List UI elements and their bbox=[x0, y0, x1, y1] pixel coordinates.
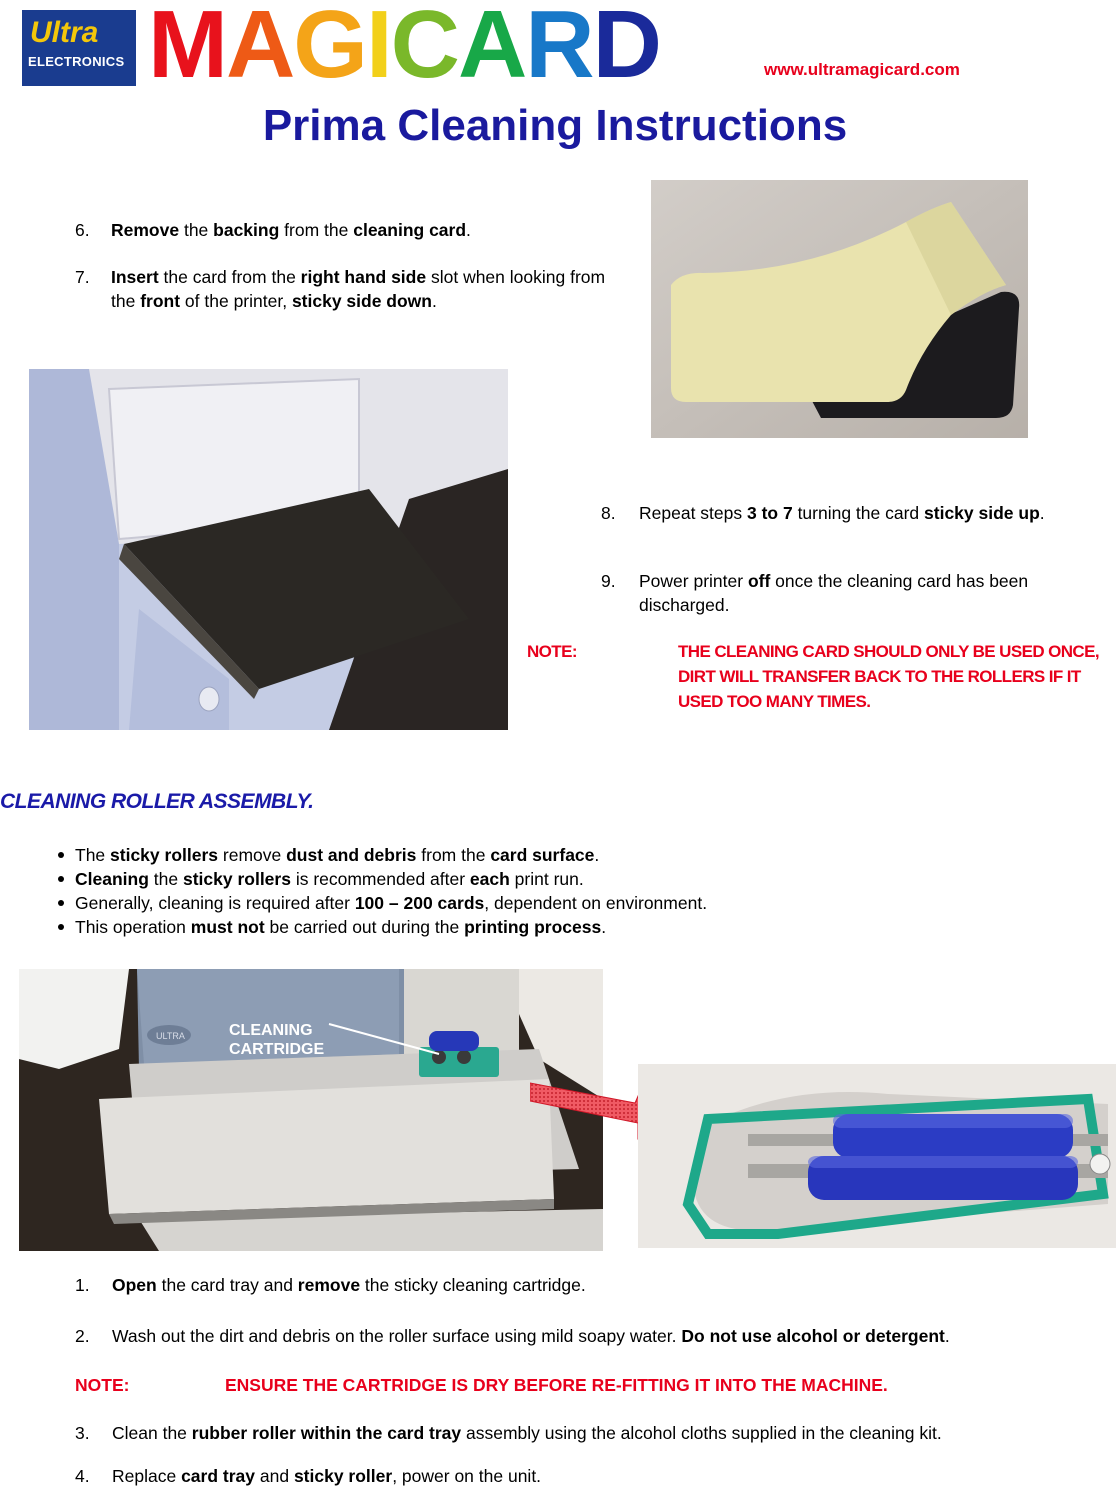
step-7 bbox=[75, 265, 630, 313]
bullet-icon bbox=[58, 876, 64, 882]
step-number: 1. bbox=[75, 1275, 90, 1295]
step-text bbox=[639, 569, 1111, 617]
text-run: . bbox=[1039, 503, 1045, 523]
text-run: the card tray and bbox=[156, 1275, 298, 1295]
bullet-icon bbox=[58, 852, 64, 858]
list-item bbox=[58, 867, 707, 891]
text-run: . bbox=[466, 220, 471, 240]
text-run: of the printer, bbox=[180, 291, 292, 311]
text-run: Clean the bbox=[112, 1423, 192, 1443]
text-run: print run. bbox=[509, 869, 584, 889]
ultra-logo-word: Ultra bbox=[30, 16, 99, 49]
bullet-list bbox=[58, 843, 707, 939]
electronics-logo-word: ELECTRONICS bbox=[28, 54, 125, 69]
ultra-electronics-logo bbox=[22, 10, 136, 86]
step-text bbox=[112, 1324, 1115, 1348]
list-item bbox=[58, 915, 707, 939]
bold-text-run: off bbox=[747, 571, 771, 591]
bold-text-run: card tray bbox=[181, 1466, 256, 1486]
cartridge-label-line2: CARTRIDGE bbox=[229, 1041, 325, 1058]
cleaning-cartridge-photo bbox=[638, 1064, 1116, 1248]
bold-text-run: sticky side up bbox=[924, 503, 1040, 523]
text-run: Generally, cleaning is required after bbox=[75, 893, 355, 913]
brand-letter: R bbox=[525, 0, 593, 98]
page-title: Prima Cleaning Instructions bbox=[262, 101, 848, 150]
bold-text-run: sticky roller bbox=[293, 1466, 393, 1486]
brand-letter: A bbox=[225, 0, 294, 98]
step-number: 7. bbox=[75, 267, 90, 287]
text-run: The bbox=[75, 845, 111, 865]
note-text: THE CLEANING CARD SHOULD ONLY BE USED ONCE, DIRT WILL TRANSFER BACK TO THE ROLLERS IF IT USED TOO MANY TIMES. bbox=[678, 642, 1099, 711]
bold-text-run: dust and debris bbox=[286, 845, 417, 865]
brand-letter: D bbox=[592, 0, 660, 98]
text-run: and bbox=[255, 1466, 294, 1486]
step-text bbox=[112, 1421, 1115, 1445]
bold-text-run: sticky rollers bbox=[182, 869, 291, 889]
bullet-icon bbox=[58, 900, 64, 906]
note-label: NOTE: bbox=[75, 1375, 130, 1395]
text-run: the card from the bbox=[158, 267, 301, 287]
note-text: ENSURE THE CARTRIDGE IS DRY BEFORE RE-FITTING IT INTO THE MACHINE. bbox=[225, 1375, 888, 1395]
step-number: 6. bbox=[75, 220, 90, 240]
text-run: Wash out the dirt and debris on the roller surface using mild soapy water. bbox=[112, 1326, 682, 1346]
bold-text-run: remove bbox=[297, 1275, 361, 1295]
text-run: is recommended after bbox=[290, 869, 470, 889]
step-3 bbox=[75, 1421, 1115, 1445]
text-run: Power printer bbox=[639, 571, 748, 591]
step-number: 8. bbox=[601, 503, 616, 523]
text-run: turning the card bbox=[792, 503, 925, 523]
text-run: Repeat steps bbox=[639, 503, 747, 523]
text-run: assembly using the alcohol cloths supplied in the cleaning kit. bbox=[461, 1423, 942, 1443]
bold-text-run: Cleaning bbox=[75, 869, 149, 889]
step-8 bbox=[601, 501, 1101, 525]
bold-text-run: cleaning card bbox=[353, 220, 467, 240]
printer-brand-label: ULTRA bbox=[156, 1031, 185, 1041]
text-run: from the bbox=[416, 845, 491, 865]
step-number: 2. bbox=[75, 1326, 90, 1346]
bold-text-run: each bbox=[469, 869, 510, 889]
bold-text-run: Remove bbox=[111, 220, 180, 240]
text-run: Replace bbox=[112, 1466, 182, 1486]
list-item bbox=[58, 891, 707, 915]
note-label: NOTE: bbox=[527, 642, 577, 661]
bold-text-run: backing bbox=[213, 220, 280, 240]
brand-letter: I bbox=[365, 0, 391, 98]
text-run: , power on the unit. bbox=[392, 1466, 542, 1486]
step-number: 9. bbox=[601, 571, 616, 591]
text-run: be carried out during the bbox=[264, 917, 465, 937]
bullet-icon bbox=[58, 924, 64, 930]
step-number: 3. bbox=[75, 1423, 90, 1443]
bold-text-run: must not bbox=[190, 917, 265, 937]
text-run: . bbox=[601, 917, 607, 937]
text-run: This operation bbox=[75, 917, 191, 937]
text-run: the sticky cleaning cartridge. bbox=[360, 1275, 586, 1295]
text-run: once the cleaning card has been discharged. bbox=[639, 571, 1029, 615]
bold-text-run: printing process bbox=[464, 917, 602, 937]
text-run: . bbox=[594, 845, 600, 865]
bold-text-run: right hand side bbox=[300, 267, 427, 287]
bold-text-run: Do not use alcohol or detergent bbox=[681, 1326, 945, 1346]
text-run: remove bbox=[218, 845, 287, 865]
brand-letter: M bbox=[148, 0, 226, 98]
step-2 bbox=[75, 1324, 1115, 1348]
card-tray-photo bbox=[19, 969, 603, 1251]
text-run: , dependent on environment. bbox=[484, 893, 708, 913]
bold-text-run: 3 to 7 bbox=[746, 503, 793, 523]
step-text bbox=[112, 1464, 1075, 1488]
step-text bbox=[112, 1273, 1075, 1297]
text-run: the bbox=[179, 220, 214, 240]
bold-text-run: rubber roller within the card tray bbox=[191, 1423, 462, 1443]
brand-letter: A bbox=[457, 0, 526, 98]
step-4 bbox=[75, 1464, 1075, 1488]
section-heading: CLEANING ROLLER ASSEMBLY. bbox=[0, 790, 314, 813]
brand-letter: C bbox=[390, 0, 458, 98]
step-text bbox=[111, 218, 615, 242]
website-url: www.ultramagicard.com bbox=[764, 60, 960, 79]
bold-text-run: card surface bbox=[490, 845, 595, 865]
bold-text-run: sticky side down bbox=[291, 291, 432, 311]
step-text bbox=[111, 265, 630, 313]
bold-text-run: front bbox=[140, 291, 181, 311]
text-run: . bbox=[944, 1326, 950, 1346]
step-number: 4. bbox=[75, 1466, 90, 1486]
text-run: . bbox=[431, 291, 437, 311]
bold-text-run: Insert bbox=[111, 267, 159, 287]
cartridge-label-line1: CLEANING bbox=[229, 1022, 313, 1039]
list-item bbox=[58, 843, 707, 867]
step-9 bbox=[601, 569, 1111, 617]
cleaning-card-photo bbox=[651, 180, 1028, 438]
text-run: the bbox=[148, 869, 183, 889]
bold-text-run: 100 – 200 cards bbox=[354, 893, 485, 913]
magicard-logo bbox=[148, 0, 660, 98]
text-run: from the bbox=[279, 220, 354, 240]
step-6 bbox=[75, 218, 615, 242]
brand-letter: G bbox=[293, 0, 366, 98]
step-text bbox=[639, 501, 1101, 525]
step-1 bbox=[75, 1273, 1075, 1297]
text-run: slot when looking from the bbox=[111, 267, 606, 311]
bold-text-run: Open bbox=[112, 1275, 157, 1295]
bold-text-run: sticky rollers bbox=[110, 845, 219, 865]
printer-slot-photo bbox=[29, 369, 508, 730]
